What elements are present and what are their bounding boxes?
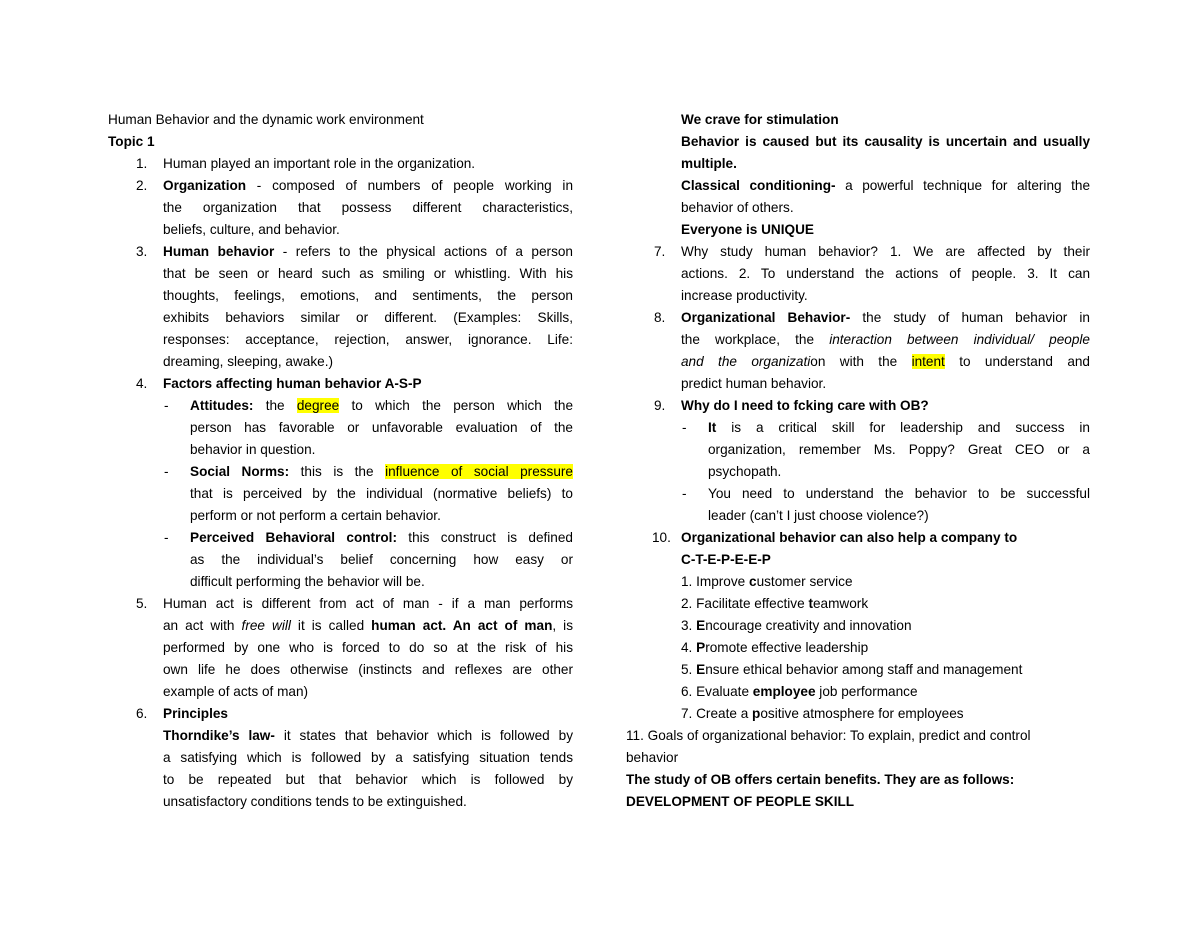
list-item-1 — [108, 153, 573, 175]
italic-text: and the organizati — [681, 354, 811, 369]
dash-marker: - — [164, 530, 169, 545]
ctepeep-list — [681, 571, 1090, 725]
classical-conditioning — [681, 175, 1090, 197]
list-item-8 — [626, 307, 1090, 395]
ctepeep-list-item — [681, 659, 1090, 681]
text: this construct is defined — [396, 530, 573, 545]
list-item-text — [163, 241, 573, 263]
sub-item-text: psychopath. — [708, 464, 782, 479]
list-item-5 — [108, 593, 573, 703]
why-care-heading: Why do I need to fcking care with OB? — [681, 398, 929, 413]
text: to which the person which the — [339, 398, 573, 413]
acronym-key-letter: t — [808, 596, 813, 611]
sub-item-perceived-control — [108, 527, 573, 593]
list-number: 1. — [136, 156, 148, 171]
text: it is called — [290, 618, 372, 633]
acronym-key-letter: P — [696, 640, 706, 655]
sub-item-understand-behavior — [626, 483, 1090, 527]
acronym-key-letter: p — [752, 706, 761, 721]
list-item-text: Why study human behavior? 1. We are affected by their — [681, 244, 1090, 259]
text: eamwork — [812, 596, 869, 611]
highlight-degree: degree — [296, 398, 340, 413]
text: the study of human behavior in — [850, 310, 1090, 325]
goals-text: behavior — [626, 750, 679, 765]
document-title: Human Behavior and the dynamic work environment — [108, 112, 424, 127]
ctepeep-list-item — [681, 703, 1090, 725]
everyone-unique: Everyone is UNIQUE — [681, 222, 814, 237]
list-item-text: responses: acceptance, rejection, answer, ignorance. Life: — [163, 332, 573, 347]
list-item-2 — [108, 175, 573, 241]
text: nsure ethical behavior among staff and management — [705, 662, 1023, 677]
acronym-key-letter: c — [749, 574, 757, 589]
highlight-intent: intent — [911, 354, 945, 369]
text: the — [253, 398, 297, 413]
topic-heading: Topic 1 — [108, 134, 155, 149]
term-human-act: human act. An act of man — [371, 618, 553, 633]
sub-item-social-norms — [108, 461, 573, 527]
text: romote effective leadership — [705, 640, 869, 655]
italic-text: interaction between individual/ people — [829, 332, 1090, 347]
sub-item-text — [708, 417, 1090, 439]
list-item-4 — [108, 373, 573, 395]
list-number: 9. — [654, 398, 666, 413]
dash-marker: - — [682, 420, 687, 435]
text: is a critical skill for leadership and success in — [716, 420, 1090, 435]
list-item-text — [681, 351, 1090, 373]
ctepeep-list-item — [681, 571, 1090, 593]
list-number: 8. — [654, 310, 666, 325]
sub-item-text: that is perceived by the individual (normative beliefs) to — [190, 486, 573, 501]
list-number: 10. — [652, 530, 671, 545]
dash-marker: - — [164, 464, 169, 479]
acronym-key-letter: E — [696, 662, 706, 677]
list-item-text — [163, 175, 573, 197]
text: , is — [552, 618, 573, 633]
right-column — [626, 109, 1090, 813]
list-item-text: dreaming, sleeping, awake.) — [163, 354, 334, 369]
list-item-text — [681, 307, 1090, 329]
list-item-text: actions. 2. To understand the actions of people. 3. It can — [681, 266, 1090, 281]
text: 2. Facilitate effective — [681, 596, 809, 611]
text: - composed of numbers of people working in — [246, 178, 573, 193]
text: a powerful technique for altering the — [835, 178, 1090, 193]
sub-item-text: difficult performing the behavior will be. — [190, 574, 425, 589]
list-item-text: the organization that possess different characteristics, — [163, 200, 573, 215]
text: 3. — [681, 618, 697, 633]
text: to understand and — [944, 354, 1090, 369]
sub-item-attitudes — [108, 395, 573, 461]
acronym-key-letter: E — [696, 618, 706, 633]
list-number: 2. — [136, 178, 148, 193]
list-item-text: unsatisfactory conditions tends to be extinguished. — [163, 794, 467, 809]
list-item-text: predict human behavior. — [681, 376, 827, 391]
term-social-norms: Social Norms: — [190, 464, 290, 479]
list-item-text: increase productivity. — [681, 288, 808, 303]
principles-continued — [626, 109, 1090, 241]
principles-heading: Principles — [163, 706, 228, 721]
term-attitudes: Attitudes: — [190, 398, 254, 413]
list-number: 3. — [136, 244, 148, 259]
classical-conditioning: behavior of others. — [681, 200, 794, 215]
behavior-caused: Behavior is caused but its causality is uncertain and usually — [681, 134, 1090, 149]
ctepeep-list-item — [681, 681, 1090, 703]
ctepeep-list-item — [681, 593, 1090, 615]
list-item-9 — [626, 395, 1090, 417]
sub-item-text: perform or not perform a certain behavior. — [190, 508, 441, 523]
term-it: It — [708, 420, 717, 435]
benefits-heading: The study of OB offers certain benefits. They are as follows: — [626, 772, 1015, 787]
text: 7. Create a — [681, 706, 753, 721]
ctepeep-list-item — [681, 637, 1090, 659]
behavior-caused: multiple. — [681, 156, 737, 171]
list-item-text: beliefs, culture, and behavior. — [163, 222, 340, 237]
text: 6. Evaluate — [681, 684, 753, 699]
list-item-text — [163, 725, 573, 747]
term-organization: Organization — [163, 178, 247, 193]
dash-marker: - — [164, 398, 169, 413]
text: ositive atmosphere for employees — [760, 706, 964, 721]
list-item-text: thoughts, feelings, emotions, and sentiments, the person — [163, 288, 573, 303]
dash-marker: - — [682, 486, 687, 501]
list-item-7 — [626, 241, 1090, 307]
text: 5. — [681, 662, 697, 677]
sub-item-text: person has favorable or unfavorable evaluation of the — [190, 420, 573, 435]
factors-heading: Factors affecting human behavior A-S-P — [163, 376, 422, 391]
list-item-text: example of acts of man) — [163, 684, 309, 699]
list-number: 7. — [654, 244, 666, 259]
term-human-behavior: Human behavior — [163, 244, 275, 259]
list-item-text: to be repeated but that behavior which is followed by — [163, 772, 573, 787]
list-item-text: own life he does otherwise (instincts and reflexes are other — [163, 662, 573, 677]
highlight-social-pressure: influence of social pressure — [385, 464, 573, 479]
text: 1. Improve — [681, 574, 749, 589]
term-perceived-control: Perceived Behavioral control: — [190, 530, 397, 545]
list-item-10 — [626, 527, 1090, 725]
list-item-text: exhibits behaviors similar or different. (Examples: Skills, — [163, 310, 573, 325]
sub-item-text: behavior in question. — [190, 442, 316, 457]
list-item-6 — [108, 703, 573, 813]
goals-text: 11. Goals of organizational behavior: To explain, predict and control — [626, 728, 1031, 743]
text: it states that behavior which is followed by — [274, 728, 573, 743]
sub-item-text: as the individual’s belief concerning how easy or — [190, 552, 573, 567]
term-classical-conditioning: Classical conditioning- — [681, 178, 836, 193]
list-number: 6. — [136, 706, 148, 721]
ctepeep-list-item — [681, 615, 1090, 637]
text: - refers to the physical actions of a person — [274, 244, 573, 259]
text: an act with — [163, 618, 242, 633]
text: 4. — [681, 640, 697, 655]
list-item-text: performed by one who is forced to do so at the risk of his — [163, 640, 573, 655]
list-item-text: Human played an important role in the organization. — [163, 156, 476, 171]
sub-item-text: leader (can’t I just choose violence?) — [708, 508, 929, 523]
text: the workplace, the — [681, 332, 830, 347]
list-item-text: Human act is different from act of man - if a man performs — [163, 596, 573, 611]
crave-stimulation: We crave for stimulation — [681, 112, 839, 127]
sub-item-text — [190, 527, 573, 549]
sub-item-text — [190, 461, 573, 483]
list-item-text: a satisfying which is followed by a satisfying situation tends — [163, 750, 573, 765]
company-help-heading: Organizational behavior can also help a company to — [681, 530, 1018, 545]
term-thorndike-law: Thorndike’s law- — [163, 728, 275, 743]
acronym-ctepeep: C-T-E-P-E-E-P — [681, 552, 771, 567]
list-number: 4. — [136, 376, 148, 391]
people-skill-heading: DEVELOPMENT OF PEOPLE SKILL — [626, 794, 855, 809]
sub-item-text: organization, remember Ms. Poppy? Great CEO or a — [708, 442, 1090, 457]
list-item-text: that be seen or heard such as smiling or whistling. With his — [163, 266, 573, 281]
acronym-key-letter: employee — [752, 684, 816, 699]
list-item-text — [681, 329, 1090, 351]
term-free-will: free will — [241, 618, 291, 633]
left-column — [108, 109, 573, 813]
list-item-3 — [108, 241, 573, 373]
text: on with the — [810, 354, 912, 369]
text: this is the — [289, 464, 386, 479]
text: ustomer service — [756, 574, 853, 589]
list-item-text — [163, 615, 573, 637]
list-number: 5. — [136, 596, 148, 611]
sub-item-text: You need to understand the behavior to be successful — [708, 486, 1090, 501]
text: job performance — [815, 684, 918, 699]
term-organizational-behavior: Organizational Behavior- — [681, 310, 851, 325]
sub-item-text — [190, 395, 573, 417]
sub-item-critical-skill — [626, 417, 1090, 483]
text: ncourage creativity and innovation — [705, 618, 912, 633]
